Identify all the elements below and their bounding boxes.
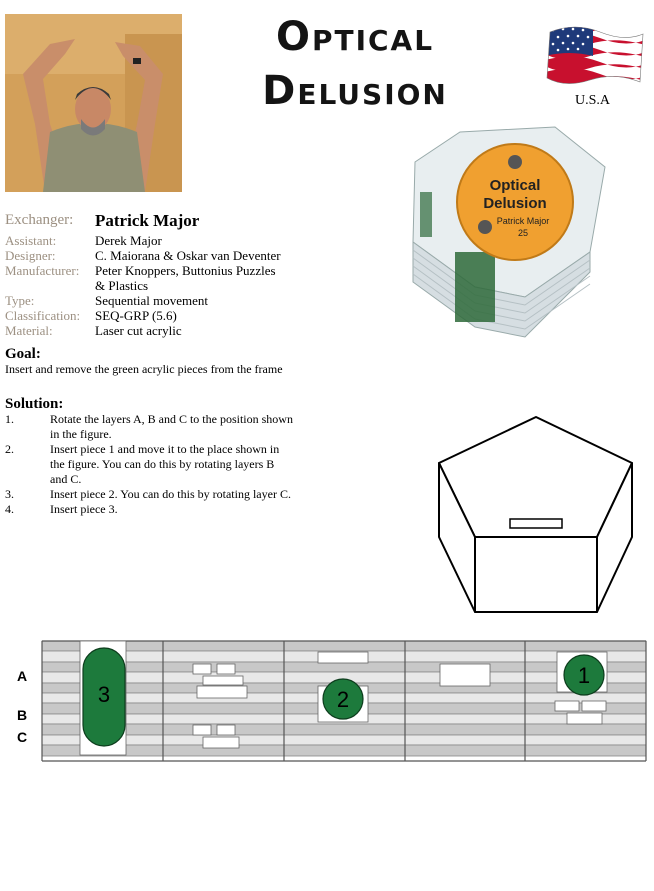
puzzle-photo <box>405 122 620 342</box>
pentagon-frame-diagram <box>432 412 642 617</box>
exchanger-photo <box>5 14 182 192</box>
step-text <box>50 442 308 487</box>
step-line: Rotate the layers A, B and C to the position shown <box>50 412 293 426</box>
info-label: Assistant: <box>5 233 57 248</box>
step-line: Insert piece 2. You can do this by rotating layer C. <box>50 487 291 501</box>
puzzle-label-line4: 25 <box>517 228 529 238</box>
page-title-line-1: Optical <box>275 14 435 60</box>
info-value: & Plastics <box>95 278 149 293</box>
step-text <box>50 487 308 502</box>
info-label: Material: <box>5 323 53 338</box>
step-line: Insert piece 3. <box>50 502 118 516</box>
step-line: Insert piece 1 and move it to the place shown in <box>50 442 280 456</box>
info-value: Derek Major <box>95 233 162 248</box>
puzzle-label-line1: Optical <box>489 177 541 194</box>
layer-position-figure <box>10 636 650 768</box>
puzzle-label-line3: Patrick Major <box>496 216 550 226</box>
puzzle-label-line2: Delusion <box>483 195 547 212</box>
solution-heading: Solution: <box>5 396 64 412</box>
step-number: 2. <box>5 442 14 456</box>
step-number: 4. <box>5 502 14 516</box>
info-value: Peter Knoppers, Buttonius Puzzles <box>95 263 276 278</box>
piece-2-label: 2 <box>336 687 350 712</box>
info-label: Type: <box>5 293 35 308</box>
info-value: Patrick Major <box>95 211 200 230</box>
step-text <box>50 502 308 517</box>
info-value: C. Maiorana & Oskar van Deventer <box>95 248 281 263</box>
info-value: SEQ-GRP (5.6) <box>95 308 177 323</box>
info-label: Classification: <box>5 308 81 323</box>
step-number: 1. <box>5 412 14 426</box>
piece-3-label: 3 <box>97 682 111 707</box>
info-value: Laser cut acrylic <box>95 323 182 338</box>
country-label: U.S.A <box>574 93 610 108</box>
layer-label-c: C <box>17 729 28 745</box>
page-title-line-2: Delusion <box>262 68 448 114</box>
usa-flag-icon <box>545 20 645 90</box>
info-label: Manufacturer: <box>5 263 80 278</box>
layer-label-b: B <box>17 707 28 723</box>
step-line: and C. <box>50 472 82 486</box>
layer-label-a: A <box>17 668 28 684</box>
info-label: Designer: <box>5 248 56 263</box>
info-label: Exchanger: <box>5 212 74 228</box>
piece-1-label: 1 <box>577 663 591 688</box>
step-number: 3. <box>5 487 14 501</box>
step-text <box>50 412 308 442</box>
info-value: Sequential movement <box>95 293 209 308</box>
step-line: the figure. You can do this by rotating layers B <box>50 457 275 471</box>
goal-text: Insert and remove the green acrylic pieces from the frame <box>5 362 283 376</box>
goal-heading: Goal: <box>5 346 41 362</box>
step-line: in the figure. <box>50 427 112 441</box>
